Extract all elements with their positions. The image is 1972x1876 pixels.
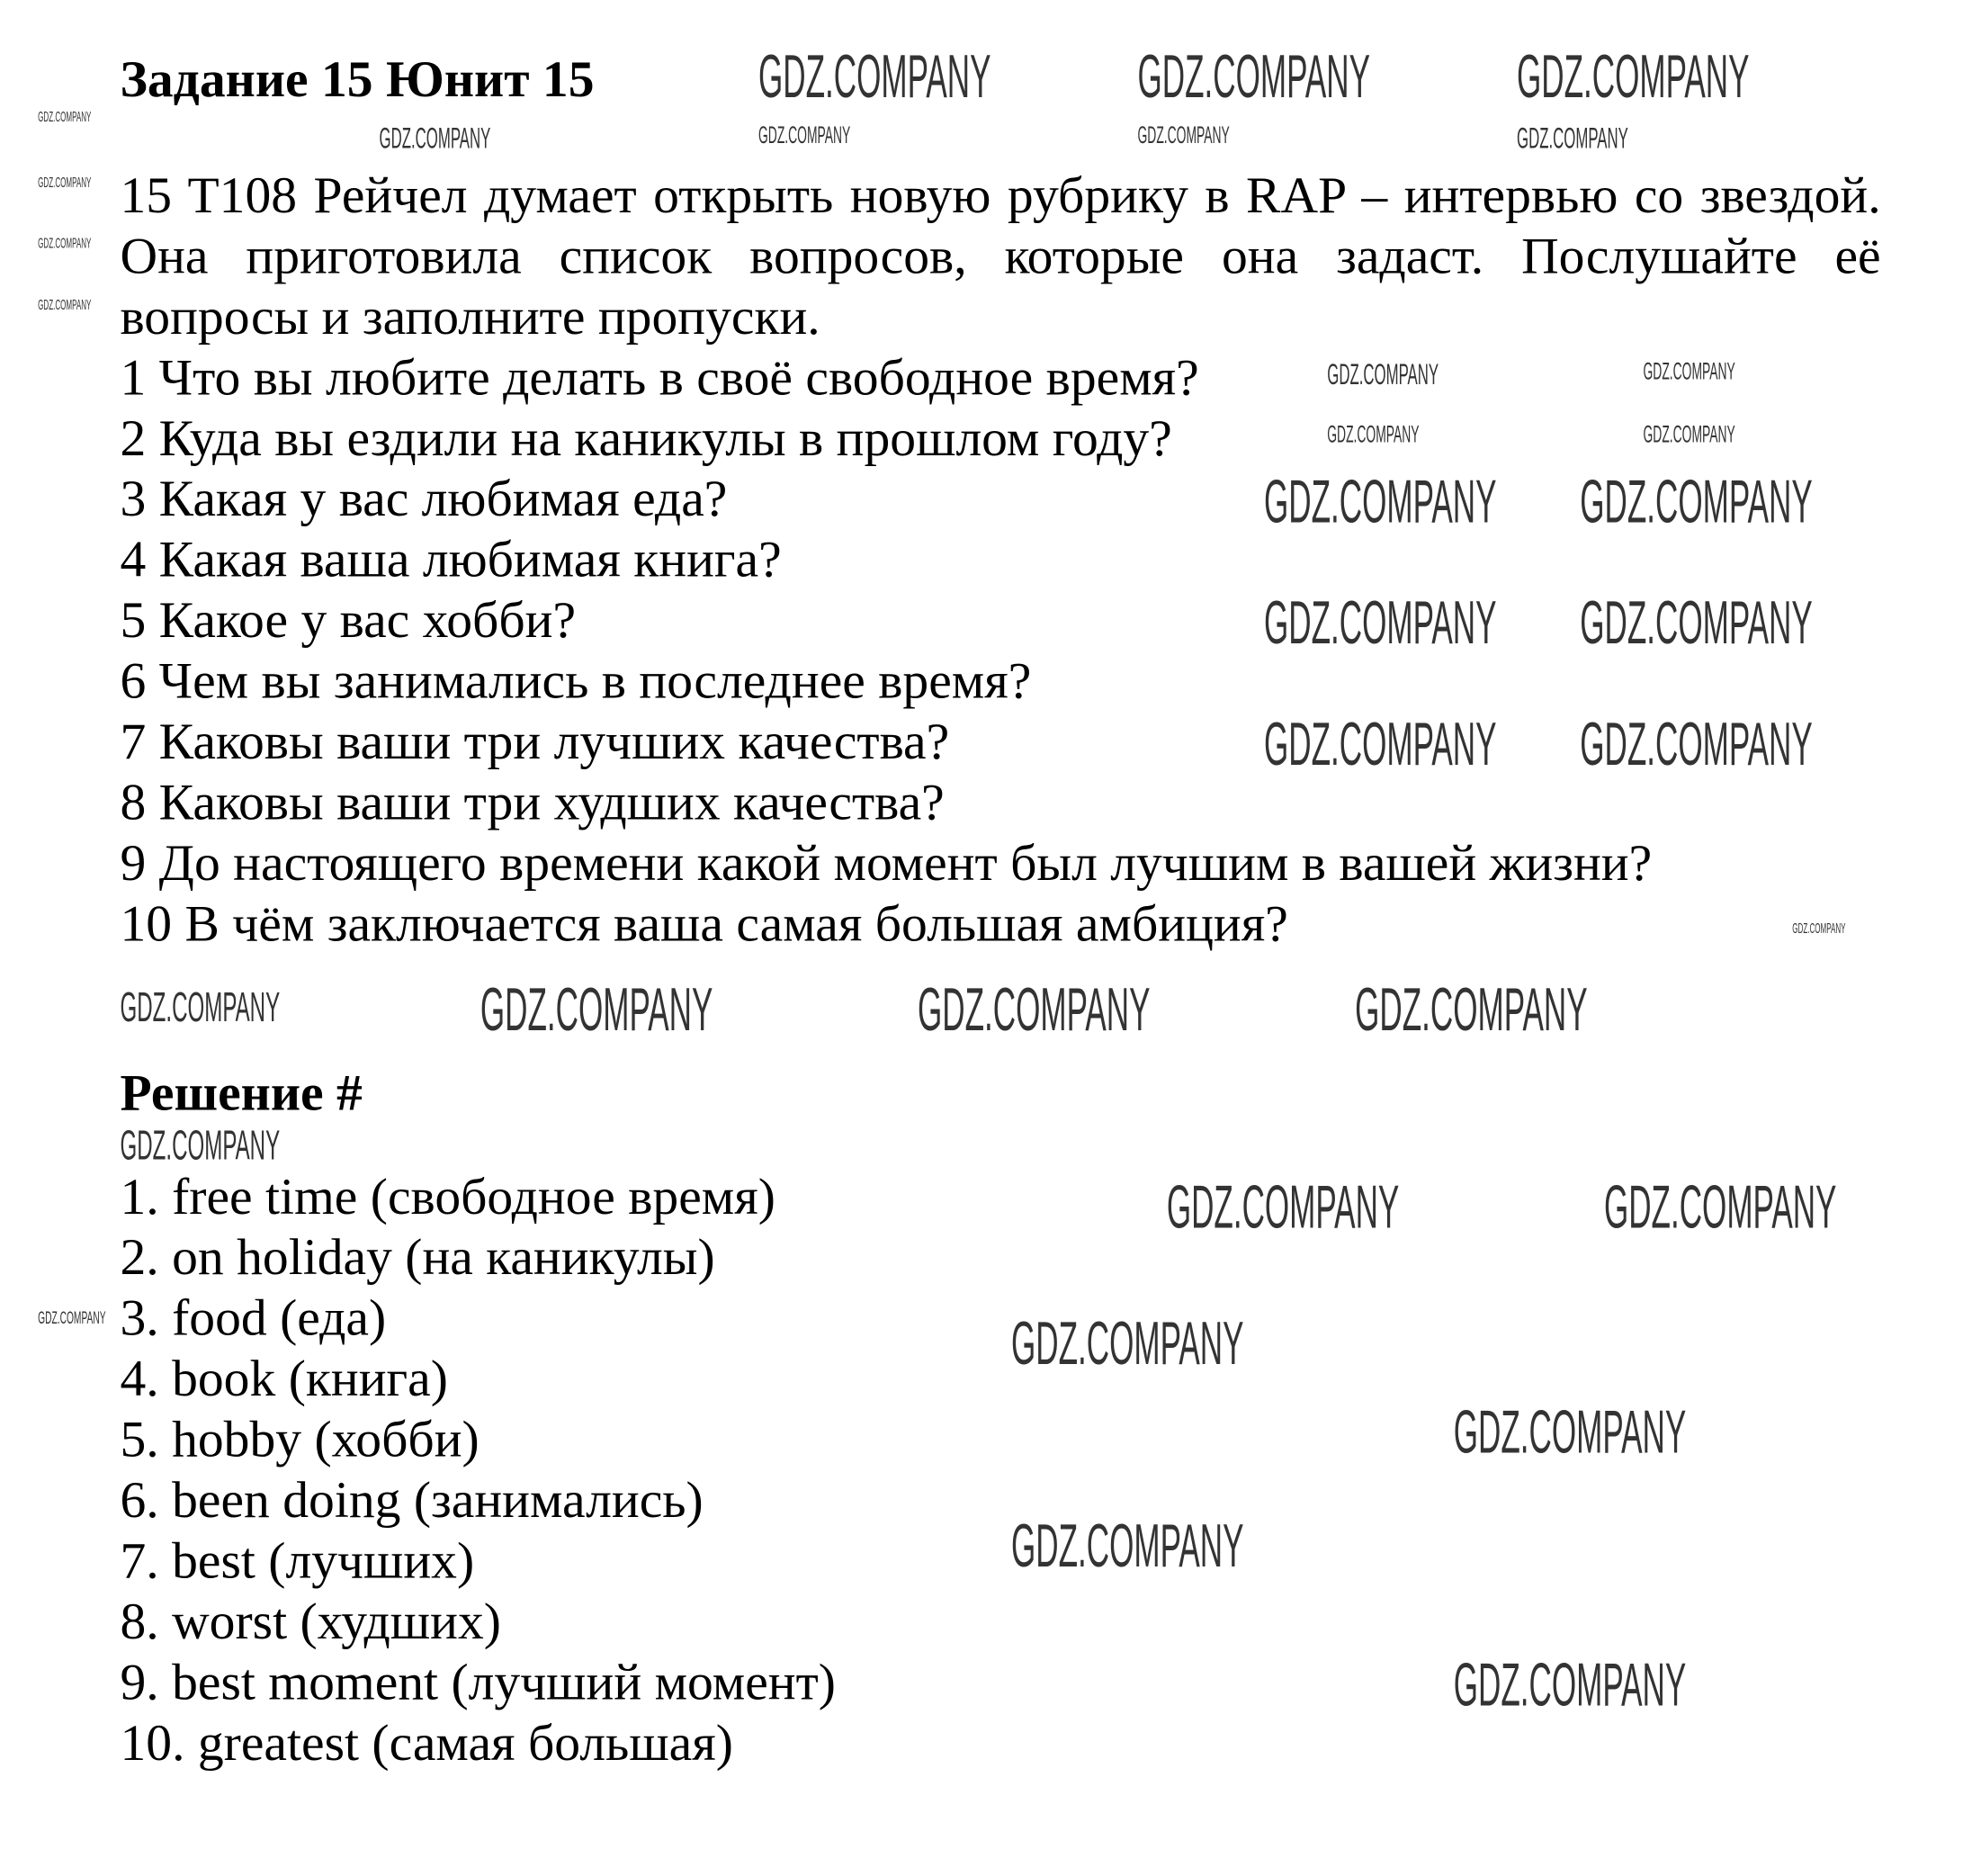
watermark: GDZ.COMPANY xyxy=(1643,359,1735,386)
task-title: Задание 15 Юнит 15 xyxy=(120,49,595,108)
question-item: 10 В чём заключается ваша самая большая амбиция? xyxy=(120,893,1288,952)
intro-text: 15 T108 Рейчел думает открыть новую рубрику в RAP – интервью со звездой. Она приготовила список вопросов, которые она задаст. Послушайте её вопросы и заполните пропуски. xyxy=(120,166,1881,346)
watermark: GDZ.COMPANY xyxy=(379,121,491,155)
answer-item: 2. on holiday (на каникулы) xyxy=(120,1227,715,1286)
watermark: GDZ.COMPANY xyxy=(758,44,991,112)
watermark: GDZ.COMPANY xyxy=(1517,44,1750,112)
watermark: GDZ.COMPANY xyxy=(38,298,92,314)
watermark: GDZ.COMPANY xyxy=(480,977,713,1045)
watermark: GDZ.COMPANY xyxy=(120,1121,281,1169)
question-item: 7 Каковы ваши три лучших качества? xyxy=(120,712,950,770)
watermark: GDZ.COMPANY xyxy=(1011,1310,1244,1378)
watermark: GDZ.COMPANY xyxy=(1264,469,1497,536)
answers-list xyxy=(120,1165,835,1772)
watermark: GDZ.COMPANY xyxy=(1137,44,1370,112)
watermark: GDZ.COMPANY xyxy=(918,977,1151,1045)
watermark: GDZ.COMPANY xyxy=(1264,590,1497,658)
answer-item: 6. been doing (занимались) xyxy=(120,1470,704,1529)
watermark: GDZ.COMPANY xyxy=(1517,121,1628,155)
watermark: GDZ.COMPANY xyxy=(38,110,92,126)
watermark: GDZ.COMPANY xyxy=(120,983,281,1031)
answer-item: 8. worst (худших) xyxy=(120,1591,501,1650)
watermark: GDZ.COMPANY xyxy=(1453,1399,1687,1467)
answer-item: 5. hobby (хобби) xyxy=(120,1409,480,1468)
answer-item: 7. best (лучших) xyxy=(120,1530,475,1590)
watermark: GDZ.COMPANY xyxy=(38,1306,106,1328)
question-item: 6 Чем вы занимались в последнее время? xyxy=(120,651,1032,710)
watermark: GDZ.COMPANY xyxy=(1580,469,1813,536)
watermark: GDZ.COMPANY xyxy=(1355,977,1588,1045)
watermark: GDZ.COMPANY xyxy=(1792,921,1846,938)
task-body xyxy=(120,165,1880,954)
watermark: GDZ.COMPANY xyxy=(1580,712,1813,779)
question-item: 9 До настоящего времени какой момент был лучшим в вашей жизни? xyxy=(120,832,1653,892)
question-item: 4 Какая ваша любимая книга? xyxy=(120,529,782,588)
watermark: GDZ.COMPANY xyxy=(38,236,92,252)
question-item: 8 Каковы ваши три худших качества? xyxy=(120,772,945,831)
solution-title: Решение # xyxy=(120,1063,363,1122)
watermark: GDZ.COMPANY xyxy=(1603,1174,1837,1242)
watermark: GDZ.COMPANY xyxy=(1327,422,1420,449)
watermark: GDZ.COMPANY xyxy=(1327,357,1439,391)
question-item: 2 Куда вы ездили на каникулы в прошлом году? xyxy=(120,408,1172,467)
watermark: GDZ.COMPANY xyxy=(758,122,851,149)
watermark: GDZ.COMPANY xyxy=(1453,1652,1687,1719)
watermark: GDZ.COMPANY xyxy=(38,175,92,192)
question-item: 1 Что вы любите делать в своё свободное время? xyxy=(120,347,1199,407)
question-item: 3 Какая у вас любимая еда? xyxy=(120,469,728,527)
watermark: GDZ.COMPANY xyxy=(1166,1174,1400,1242)
answer-item: 3. food (еда) xyxy=(120,1288,387,1347)
question-item: 5 Какое у вас хобби? xyxy=(120,590,577,649)
watermark: GDZ.COMPANY xyxy=(1137,122,1230,149)
watermark: GDZ.COMPANY xyxy=(1011,1512,1244,1581)
answer-item: 1. free time (свободное время) xyxy=(120,1166,775,1225)
watermark: GDZ.COMPANY xyxy=(1643,422,1735,449)
answer-item: 10. greatest (самая большая) xyxy=(120,1712,733,1772)
answer-item: 4. book (книга) xyxy=(120,1349,448,1407)
watermark: GDZ.COMPANY xyxy=(1264,712,1497,779)
watermark: GDZ.COMPANY xyxy=(1580,590,1813,658)
answer-item: 9. best moment (лучший момент) xyxy=(120,1652,836,1710)
